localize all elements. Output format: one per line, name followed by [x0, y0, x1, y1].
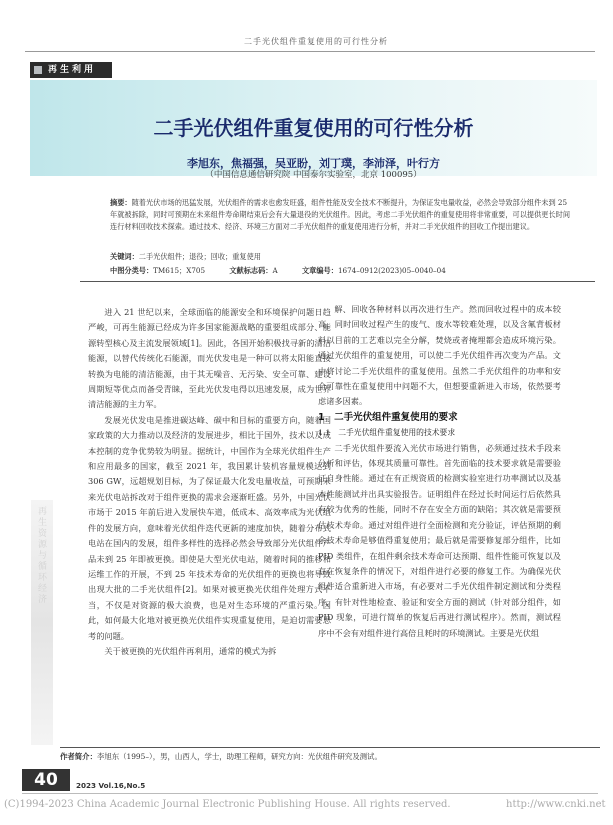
abstract-text: 随着光伏市场的迅猛发展，光伏组件的需求也愈发旺盛，组件性能及安全技术不断提升，为保证发电量收益，必然会导致部分组件未到 25 年就被拆除，同时可预期在未来组件寿命期结束后会有大量退役的光伏组件。因此，考虑二手光伏组件的重复使用将非常重要，可以提供更长时间连行材料回收技术探索。通过技术、经济、环境三方面对二手光伏组件的重复使用进行分析，并对二手光伏组件的回收工作提出建议。: [110, 198, 571, 232]
keywords-text: 二手光伏组件；退役；回收；重复使用: [138, 252, 261, 261]
sidebar-watermark: [31, 500, 53, 745]
clc-number: 中图分类号：TM615；X705: [110, 266, 206, 275]
keywords-label: 关键词：: [110, 252, 139, 261]
section-heading: 1 二手光伏组件重复使用的要求: [318, 411, 458, 423]
article-title: 二手光伏组件重复使用的可行性分析: [153, 116, 474, 140]
abstract: [110, 197, 575, 234]
paragraph: 发展光伏发电是推进碳达峰、碳中和目标的重要方向，随着国家政策的大力推动以及经济的发展进步，相比于国外，技术以及成本控制的竞争优势较为明显。据统计，中国作为全球光伏组件生产和应用最多的国家，截至 2021 年，我国累计装机容量规模达到 306 GW，远超规划目标，为了保证最大化发电量收益，可预期未来光伏电站拆改对于组件更换的需求会逐渐旺盛。另外，中国光伏市场于 2015 年前后进入发展快车道，低成本、高效率成为光伏组件的发展方向，意味着光伏组件迭代更新的速度加快，随着分布式电站在国内的发展，组件多样性的选择必然会导致部分光伏组件产品未到 25 年即被更换。即使是大型光伏电站，随着时间的推移和运维工作的开展，不到 25 年技术寿命的光伏组件的更换也将导致出现大批的二手光伏组件[2]。如果对被更换光伏组件处理方式不当，不仅是对资源的极大浪费，也是对生态环境的严重污染。因此，如何最大化地对被更换光伏组件实现重复使用，是迫切需要思考的问题。: [88, 414, 331, 641]
page-number: 40: [22, 769, 70, 791]
header-divider: [80, 281, 595, 282]
authors: 李旭东，焦福强，吴亚盼，刘丁璞，李沛泽，叶行方: [187, 157, 440, 170]
running-head-title: 二手光伏组件重复使用的可行性分析: [244, 37, 388, 46]
paragraph: 关于被更换的光伏组件再利用，通常的模式为拆: [104, 645, 277, 656]
subsection-heading: 1.1 二手光伏组件重复使用的技术要求: [318, 428, 456, 438]
author-note: [60, 747, 600, 762]
article-number: 文章编号：1674–0912(2023)05–0040–04: [301, 266, 446, 275]
keywords: [110, 251, 575, 263]
section-tag: [30, 62, 112, 78]
paragraph: 二手光伏组件要流入光伏市场进行销售，必须通过技术手段来分析和评估，体现其质量可靠性。首先面临的技术要求就是需要验证自身性能。通过在有正规资质的检测实验室进行功率测试以及基本性能测试并出具实验报告。证明组件在经过长时间运行后依然具有较为优秀的性能，同时不存在安全方面的缺陷；其次就是需要预估技术寿命。通过对组件进行全面检测和充分验证，评估预期的剩余技术寿命是够值得重复使用；最后就是需要修复部分组件，比如 PID 类组件，在组件剩余技术寿命可达预期、组件性能可恢复以及存在恢复条件的情况下，对组件进行必要的修复工作。为确保光伏组件适合重新进入市场，有必要对二手光伏组件制定测试和分类程序，有针对性地检查、验证和安全方面的测试（针对部分组件，如 PID 现象，可进行简单的恢复后再进行测试程序）。然而，测试程序中不会有对组件进行高倍且耗时的环境测试。主要是光伏组: [318, 442, 561, 638]
author-note-label: 作者简介：: [60, 752, 97, 761]
article-meta: [110, 266, 590, 276]
footer-rule: [22, 793, 598, 794]
abstract-label: 摘要：: [110, 198, 132, 207]
running-head: [0, 0, 613, 62]
document-code: 文献标志码：A: [229, 266, 278, 275]
cnki-link[interactable]: http://www.cnki.net: [506, 799, 606, 810]
body-column-left: [88, 305, 331, 659]
sidebar-watermark-text: 再生资源与循环经济: [36, 506, 46, 605]
author-note-text: 李旭东（1995–），男，山西人，学士，助理工程师，研究方向：光伏组件研究及测试。: [96, 752, 382, 761]
journal-issue: 2023 Vol.16,No.5: [76, 781, 146, 790]
affiliation: （中国信息通信研究院 中国泰尔实验室，北京 100095）: [205, 170, 422, 180]
copyright-notice: (C)1994-2023 China Academic Journal Electronic Publishing House. All rights reserved.: [4, 799, 451, 810]
body-column-right: [318, 302, 561, 641]
section-tag-square-icon: [34, 66, 42, 74]
paragraph: 解、回收各种材料以再次进行生产。然而回收过程中的成本较高，同时回收过程产生的废气、废水等较难处理，以及含氟背板材料以目前的工艺难以完全分解，焚烧或者掩埋都会造成环境污染。通过光伏组件的重复使用，可以使二手光伏组件再次变为产品。文中将讨论二手光伏组件的重复使用。虽然二手光伏组件的功率和安全可靠性在重复使用中问题不大，但想要重新进入市场，依然要考虑诸多因素。: [318, 304, 561, 407]
section-tag-label: 再生利用: [48, 65, 97, 75]
paragraph: 进入 21 世纪以来，全球面临的能源安全和环境保护问题日趋严峻，可再生能源已经成为许多国家能源战略的重要组成部分、能源转型核心及主流发展领域[1]。因此，各国开始积极找寻新的清洁能源，以替代传统化石能源，而光伏发电是一种可以将太阳能直接转换为电能的清洁能源，由于其无噪音、无污染、安全可靠、建设周期短等优点而备受青睐，至此光伏发电得以迅速发展，成为世界清洁能源的主力军。: [88, 307, 331, 410]
running-head-rule: [25, 51, 595, 52]
